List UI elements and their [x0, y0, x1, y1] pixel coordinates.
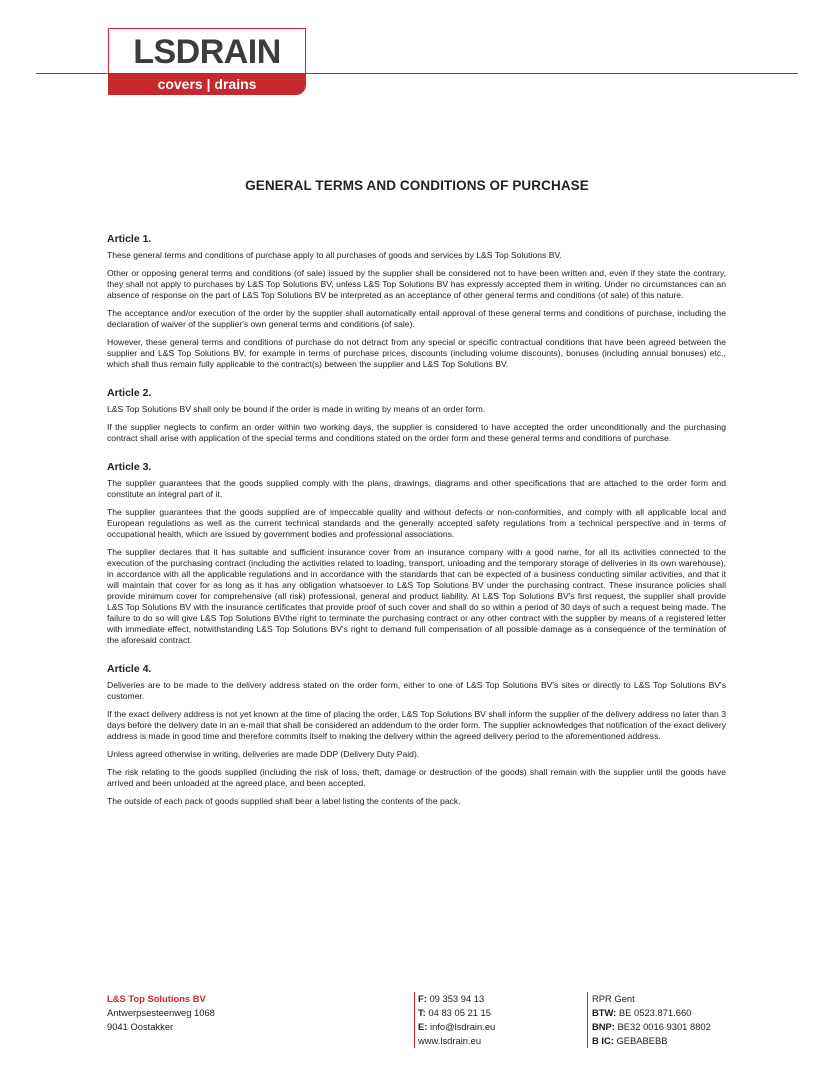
- article-paragraph: The supplier guarantees that the goods supplied comply with the plans, drawings, diagrams and other specifications that are attached to the order form and constitute an integral part of it.: [107, 478, 726, 499]
- document-body: [107, 233, 726, 824]
- article-4: [107, 663, 726, 807]
- article-paragraph: L&S Top Solutions BV shall only be bound if the order is made in writing by means of an order form.: [107, 404, 486, 414]
- article-paragraph: If the supplier neglects to confirm an order within two working days, the supplier is considered to have accepted the order unconditionally and the purchasing contract shall arise with application of the special terms and conditions stated on the order form and these general terms and conditions of purchase.: [107, 422, 726, 443]
- article-heading: Article 1.: [107, 233, 152, 245]
- footer-company-name: L&S Top Solutions BV: [107, 993, 206, 1004]
- company-logo: [108, 28, 306, 95]
- article-heading: Article 2.: [107, 387, 152, 399]
- article-1: [107, 233, 726, 370]
- article-paragraph: Deliveries are to be made to the delivery address stated on the order form, either to one of L&S Top Solutions BV's sites or directly to L&S Top Solutions BV's customer.: [107, 680, 726, 701]
- article-paragraph: The risk relating to the goods supplied (including the risk of loss, theft, damage or destruction of the goods) shall remain with the supplier until the goods have arrived and been unloaded at the agreed place, and been accepted.: [107, 767, 726, 788]
- article-2: [107, 387, 726, 444]
- footer-city: 9041 Oostakker: [107, 1021, 174, 1032]
- article-3: [107, 461, 726, 646]
- article-paragraph: If the exact delivery address is not yet known at the time of placing the order, L&S Top Solutions BV shall inform the supplier of the delivery address no later than 3 days before the delivery date in an e-mail that shall be considered an addendum to the order form. The supplier acknowledges that notification of the exact delivery address is made in good time and therefore commits itself to making the delivery within the agreed delivery period to the aforementioned address.: [107, 709, 726, 741]
- article-paragraph: However, these general terms and conditions of purchase do not detract from any special or specific contractual conditions that have been agreed between the supplier and L&S Top Solutions BV, for example in terms of purchase prices, discounts (including volume discounts), bonuses (including annual bonuses) etc., which shall thus remain fully applicable to the contract(s) between the supplier and L&S Top Solutions BV.: [107, 337, 726, 369]
- footer-rpr: RPR Gent: [592, 993, 635, 1004]
- header-divider: [36, 73, 798, 74]
- footer-fax: F: 09 353 94 13: [418, 993, 485, 1004]
- footer-bnp: BNP: BE32 0016 9301 8802: [592, 1021, 711, 1032]
- article-paragraph: Other or opposing general terms and conditions (of sale) issued by the supplier shall be considered not to have been written and, even if they state the contrary, they shall not apply to purchases by L&S Top Solutions BV, unless L&S Top Solutions BV has expressly accepted them in writing. Under no circumstances can an absence of response on the part of L&S Top Solutions BV be interpreted as an acceptance of other general terms and conditions (of sale) of this nature.: [107, 268, 726, 300]
- footer-address: [107, 992, 215, 1034]
- footer-tel: T: 04 83 05 21 15: [418, 1007, 491, 1018]
- article-heading: Article 3.: [107, 461, 152, 473]
- article-paragraph: The acceptance and/or execution of the order by the supplier shall automatically entail approval of these general terms and conditions of purchase, including the declaration of waiver of the supplier's own general terms and conditions (of sale).: [107, 308, 726, 329]
- article-heading: Article 4.: [107, 663, 152, 675]
- email-link[interactable]: info@lsdrain.eu: [429, 1021, 496, 1032]
- logo-tagline: covers | drains: [109, 74, 305, 94]
- article-paragraph: The supplier guarantees that the goods supplied are of impeccable quality and without defects or non-conformities, and comply with all applicable local and European regulations as well as the current technical standards and the generally accepted safety regulations from a technical perspective and in terms of occupational health, which are issued by government bodies and professional associations.: [107, 507, 726, 539]
- article-paragraph: Unless agreed otherwise in writing, deliveries are made DDP (Delivery Duty Paid).: [107, 749, 420, 759]
- logo-wordmark: LSDRAIN: [133, 33, 281, 71]
- footer-bic: B IC: GEBABEBB: [592, 1035, 668, 1046]
- footer-registration: [587, 992, 711, 1048]
- article-paragraph: These general terms and conditions of purchase apply to all purchases of goods and services by L&S Top Solutions BV.: [107, 250, 562, 260]
- article-paragraph: The outside of each pack of goods supplied shall bear a label listing the contents of the pack.: [107, 796, 461, 806]
- footer-btw: BTW: BE 0523.871.660: [592, 1007, 692, 1018]
- footer-contact: [414, 992, 495, 1048]
- document-title: GENERAL TERMS AND CONDITIONS OF PURCHASE: [245, 178, 589, 193]
- footer-email: E: info@lsdrain.eu: [418, 1021, 496, 1032]
- article-paragraph: The supplier declares that it has suitable and sufficient insurance cover from an insurance company with a good name, for all its activities connected to the execution of the purchasing contract (including the activities related to loading, transport, unloading and the temporary storage of deliveries in its own warehouse), in accordance with all the applicable regulations and in accordance with the standards that can be expected of a business conducting similar activities, and that it will maintain that cover for as long as it has any obligation whatsoever to L&S Top Solutions BV under the purchasing contract. These insurance policies shall provide minimum cover for comprehensive (all risk) professional, general and product liability. At L&S Top Solutions BV's first request, the supplier shall provide L&S Top Solutions BV with the insurance certificates that provide proof of such cover and shall do so within a period of 30 days of such a request being made. The failure to do so will give L&S Top Solutions BVthe right to terminate the purchasing contract or any other contract with the supplier by means of a registered letter with immediate effect, notwithstanding L&S Top Solutions BV's right to demand full compensation of all possible damage as a consequence of the termination of the aforesaid contract.: [107, 547, 726, 645]
- footer-website-link[interactable]: www.lsdrain.eu: [418, 1035, 482, 1046]
- footer-street: Antwerpsesteenweg 1068: [107, 1007, 215, 1018]
